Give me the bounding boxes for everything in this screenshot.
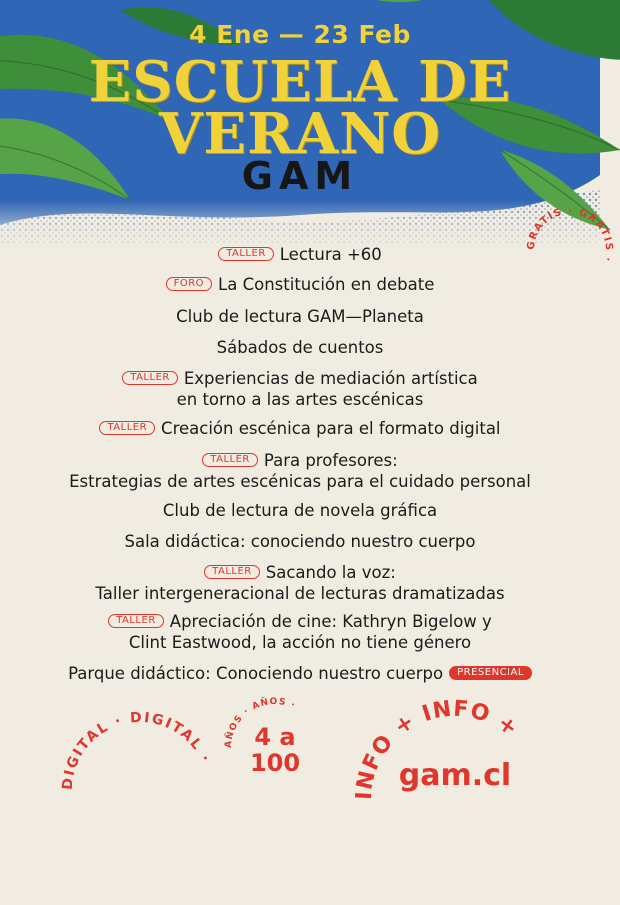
event-title: La Constitución en debate (218, 275, 435, 294)
event-tag: TALLER (204, 565, 260, 579)
event-title: Lectura +60 (279, 245, 382, 264)
gratis-ring-text: GRATIS · GRATIS · (525, 205, 615, 264)
event-tag: TALLER (108, 614, 164, 628)
title-line-1: ESCUELA DE (88, 49, 512, 115)
svg-text:DIGITAL · DIGITAL · (60, 710, 214, 791)
event-title: Club de lectura GAM—Planeta (176, 307, 424, 326)
event-title: Club de lectura de novela gráfica (162, 501, 438, 520)
event-tag: TALLER (218, 247, 274, 261)
event-title-line-2: Estrategias de artes escénicas para el cuidado personal (69, 472, 531, 491)
event-title-line-2: Clint Eastwood, la acción no tiene género (128, 633, 472, 652)
event-title: Experiencias de mediación artística (183, 369, 478, 388)
title-line-2: VERANO (158, 101, 442, 167)
ages-center-line-2: 100 (249, 749, 301, 777)
digital-ring-text: DIGITAL · DIGITAL · (59, 709, 214, 791)
event-tag: TALLER (122, 371, 178, 385)
event-title-line-2: Taller intergeneracional de lecturas dramatizadas (95, 584, 505, 603)
presencial-badge: PRESENCIAL (449, 666, 532, 680)
event-title: Para profesores: (263, 451, 398, 470)
website-link[interactable]: gam.cl (398, 758, 512, 793)
gratis-stamp (520, 200, 620, 300)
gam-logo-mark (220, 156, 380, 196)
info-stamp (350, 695, 560, 905)
ages-stamp (220, 693, 330, 803)
event-item (0, 450, 600, 492)
event-tag: TALLER (99, 421, 155, 435)
svg-text:GRATIS · GRATIS · (526, 206, 614, 264)
gam-logo-text: GAM (241, 154, 359, 198)
event-dates: 4 Ene — 23 Feb (189, 20, 411, 49)
event-item (0, 611, 600, 653)
info-ring-text: INFO + INFO + (351, 696, 523, 801)
event-item (0, 531, 600, 552)
event-item (0, 274, 600, 295)
event-title-line-2: en torno a las artes escénicas (176, 390, 424, 409)
event-item (0, 368, 600, 410)
event-item (0, 244, 600, 265)
event-tag: TALLER (202, 453, 258, 467)
event-title: Parque didáctico: Conociendo nuestro cuerpo (68, 664, 444, 683)
event-item (0, 337, 600, 358)
event-title: Sacando la voz: (265, 563, 396, 582)
event-title: Sala didáctica: conociendo nuestro cuerpo (124, 532, 476, 551)
digital-stamp (50, 700, 230, 880)
event-title: Apreciación de cine: Kathryn Bigelow y (169, 612, 492, 631)
event-item (0, 500, 600, 521)
ages-ring-text: AÑOS · AÑOS · (223, 696, 298, 749)
event-item (0, 306, 600, 327)
event-title: Creación escénica para el formato digital (161, 419, 501, 438)
event-item (0, 418, 600, 439)
event-item (0, 562, 600, 604)
event-title: Sábados de cuentos (216, 338, 384, 357)
event-item (0, 663, 600, 684)
gam-logo (0, 156, 600, 200)
event-tag: FORO (166, 277, 212, 291)
hero-banner (0, 0, 600, 250)
ages-center-line-1: 4 a (254, 723, 296, 751)
